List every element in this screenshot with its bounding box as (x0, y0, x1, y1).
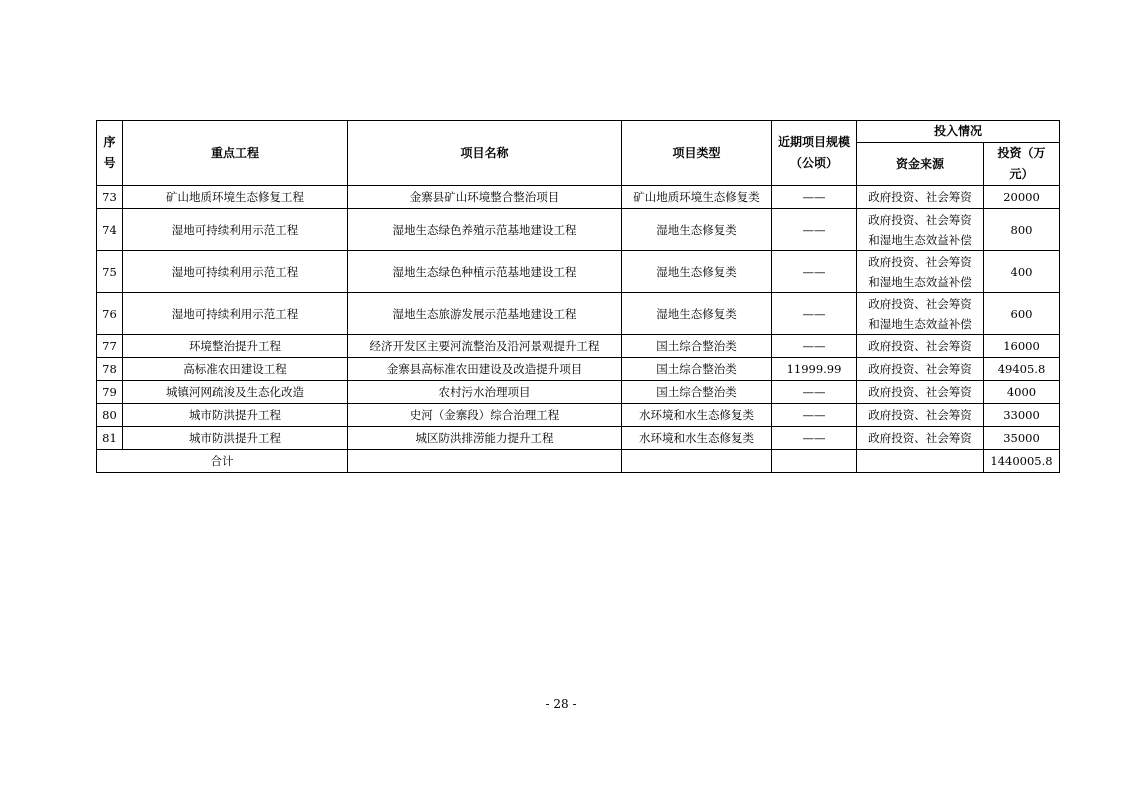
page-number: - 28 - (545, 697, 577, 711)
project-type-cell: 国土综合整治类 (622, 335, 772, 358)
seq-cell: 81 (97, 427, 123, 450)
investment-amount-cell: 20000 (984, 186, 1060, 209)
project-name-cell: 湿地生态旅游发展示范基地建设工程 (348, 293, 622, 335)
key-project-cell: 城市防洪提升工程 (123, 404, 348, 427)
header-investment: 投入情况 (857, 121, 1060, 143)
project-name-cell: 城区防洪排涝能力提升工程 (348, 427, 622, 450)
investment-amount-cell: 4000 (984, 381, 1060, 404)
table-header (97, 121, 1060, 186)
fund-source-line: 政府投资、社会筹资 (868, 431, 972, 445)
fund-source-cell (857, 358, 984, 381)
project-name-cell: 经济开发区主要河流整治及沿河景观提升工程 (348, 335, 622, 358)
seq-cell: 80 (97, 404, 123, 427)
key-project-cell: 湿地可持续利用示范工程 (123, 251, 348, 293)
fund-source-line: 政府投资、社会筹资 (868, 296, 972, 311)
project-type-cell: 水环境和水生态修复类 (622, 404, 772, 427)
fund-source-line: 政府投资、社会筹资 (868, 254, 972, 269)
fund-source-cell (857, 186, 984, 209)
project-name-cell: 史河（金寨段）综合治理工程 (348, 404, 622, 427)
investment-amount-cell: 600 (984, 293, 1060, 335)
key-project-cell: 城镇河网疏浚及生态化改造 (123, 381, 348, 404)
investment-table (96, 120, 1060, 473)
fund-source-line: 政府投资、社会筹资 (868, 385, 972, 399)
seq-cell: 73 (97, 186, 123, 209)
fund-source-line: 政府投资、社会筹资 (868, 190, 972, 204)
project-name-cell: 湿地生态绿色养殖示范基地建设工程 (348, 209, 622, 251)
table-body (97, 186, 1060, 473)
key-project-cell: 湿地可持续利用示范工程 (123, 293, 348, 335)
project-type-cell: 湿地生态修复类 (622, 293, 772, 335)
total-amount: 1440005.8 (984, 450, 1060, 473)
total-label: 合计 (97, 450, 348, 473)
project-type-cell: 水环境和水生态修复类 (622, 427, 772, 450)
empty-cell (857, 450, 984, 473)
investment-amount-cell: 16000 (984, 335, 1060, 358)
investment-amount-cell: 49405.8 (984, 358, 1060, 381)
project-name-cell: 金寨县矿山环境整合整治项目 (348, 186, 622, 209)
seq-cell: 74 (97, 209, 123, 251)
fund-source-cell (857, 335, 984, 358)
project-type-cell: 国土综合整治类 (622, 358, 772, 381)
fund-source-line: 和湿地生态效益补偿 (868, 274, 972, 289)
scale-cell: —— (772, 381, 857, 404)
investment-amount-cell: 400 (984, 251, 1060, 293)
header-key-project: 重点工程 (123, 121, 348, 186)
project-name-cell: 金寨县高标准农田建设及改造提升项目 (348, 358, 622, 381)
key-project-cell: 矿山地质环境生态修复工程 (123, 186, 348, 209)
investment-amount-cell: 33000 (984, 404, 1060, 427)
fund-source-cell (857, 381, 984, 404)
header-near-scale: 近期项目规模（公顷） (772, 121, 857, 186)
table-row (97, 293, 1060, 335)
fund-source-cell (857, 209, 984, 251)
header-fund-source: 资金来源 (857, 143, 984, 186)
investment-amount-cell: 35000 (984, 427, 1060, 450)
empty-cell (622, 450, 772, 473)
project-type-cell: 湿地生态修复类 (622, 209, 772, 251)
project-type-cell: 湿地生态修复类 (622, 251, 772, 293)
scale-cell: —— (772, 335, 857, 358)
seq-cell: 79 (97, 381, 123, 404)
scale-cell: —— (772, 251, 857, 293)
scale-cell: —— (772, 427, 857, 450)
empty-cell (348, 450, 622, 473)
fund-source-cell (857, 427, 984, 450)
fund-source-cell (857, 404, 984, 427)
key-project-cell: 湿地可持续利用示范工程 (123, 209, 348, 251)
table-row (97, 186, 1060, 209)
table-row (97, 427, 1060, 450)
investment-amount-cell: 800 (984, 209, 1060, 251)
project-type-cell: 矿山地质环境生态修复类 (622, 186, 772, 209)
fund-source-line: 政府投资、社会筹资 (868, 339, 972, 353)
seq-cell: 77 (97, 335, 123, 358)
header-investment-amount: 投资（万元） (984, 143, 1060, 186)
fund-source-line: 和湿地生态效益补偿 (868, 232, 972, 247)
seq-cell: 76 (97, 293, 123, 335)
scale-cell: —— (772, 404, 857, 427)
total-row (97, 450, 1060, 473)
scale-cell: —— (772, 209, 857, 251)
fund-source-line: 政府投资、社会筹资 (868, 408, 972, 422)
header-project-type: 项目类型 (622, 121, 772, 186)
fund-source-line: 和湿地生态效益补偿 (868, 316, 972, 331)
fund-source-cell (857, 251, 984, 293)
header-project-name: 项目名称 (348, 121, 622, 186)
fund-source-line: 政府投资、社会筹资 (868, 212, 972, 227)
header-seq: 序号 (97, 121, 123, 186)
key-project-cell: 环境整治提升工程 (123, 335, 348, 358)
project-type-cell: 国土综合整治类 (622, 381, 772, 404)
scale-cell: —— (772, 186, 857, 209)
key-project-cell: 高标准农田建设工程 (123, 358, 348, 381)
project-name-cell: 湿地生态绿色种植示范基地建设工程 (348, 251, 622, 293)
scale-cell: —— (772, 293, 857, 335)
project-name-cell: 农村污水治理项目 (348, 381, 622, 404)
fund-source-line: 政府投资、社会筹资 (868, 362, 972, 376)
seq-cell: 75 (97, 251, 123, 293)
table-row (97, 358, 1060, 381)
table-row (97, 209, 1060, 251)
table-row (97, 251, 1060, 293)
empty-cell (772, 450, 857, 473)
scale-cell: 11999.99 (772, 358, 857, 381)
table-row (97, 335, 1060, 358)
fund-source-cell (857, 293, 984, 335)
table-row (97, 381, 1060, 404)
seq-cell: 78 (97, 358, 123, 381)
key-project-cell: 城市防洪提升工程 (123, 427, 348, 450)
table-row (97, 404, 1060, 427)
